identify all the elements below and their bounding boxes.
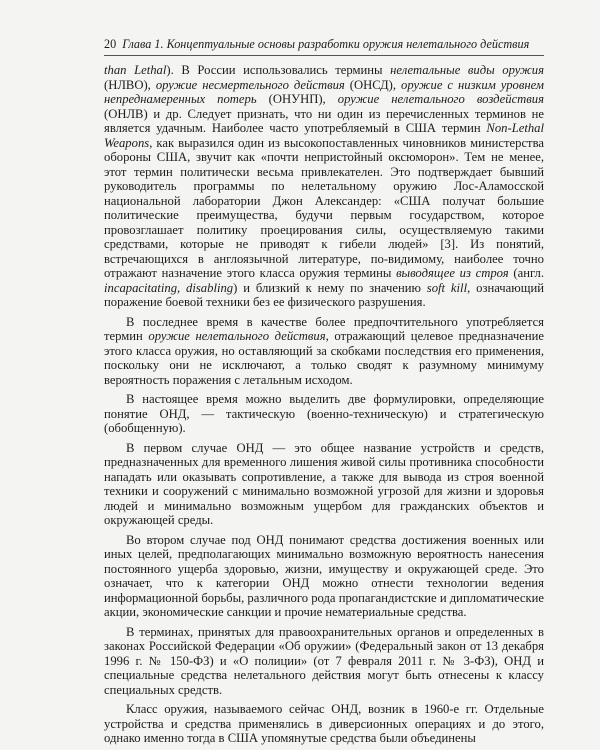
italic-term: выводящее из строя (396, 266, 509, 280)
chapter-title: Глава 1. Концептуальные основы разработки оружия нелетального действия (122, 37, 530, 51)
paragraph (104, 441, 544, 528)
body-text (104, 63, 544, 746)
italic-term: оружие нелетального воздействия (337, 92, 544, 106)
text-run: (ОНУНП), (256, 92, 338, 106)
paragraph (104, 315, 544, 388)
italic-term: Non-Lethal Weapons (104, 121, 544, 150)
italic-term: soft kill (426, 280, 468, 295)
running-header (104, 36, 544, 56)
paragraph (104, 533, 544, 620)
italic-term: оружие несмертельного действия (155, 77, 345, 92)
text-run: , как выразился один из высокопоставленных чиновников министерства обороны США, звучит как «почти непристойный оксюморон». Тем не менее, этот термин политически весьма привлекателен. Это подтверждает бывший руководитель программы по нелетальному оружию Лос-Аламосской национальной лаборатории Джон Александер: «США получат большие политические преимущества, будучи первым государством, которое провозглашает политику проецирования силы, осуществляемую такими средствами, которые не приводят к гибели людей» [3]. Из понятий, встречающихся в англоязычной литературе, по-видимому, наиболее точно отражают назначение этого класса оружия термины (104, 135, 544, 280)
paragraph (104, 392, 544, 436)
text-run: (ОНЛВ) и др. Следует признать, что ни один из перечисленных терминов не является удачным. Наиболее часто употребляемый в США термин (104, 106, 544, 135)
text-run: (англ. (508, 266, 544, 280)
text-run: , означающий поражение боевой техники без ее физического разрушения. (104, 280, 544, 309)
text-run: В последнее время в качестве более предпочтительного употребляется термин (104, 314, 544, 343)
text-run: В настоящее время можно выделить две формулировки, определяющие понятие ОНД, — тактическую (военно-техническую) и стратегическую (обобщенную). (104, 392, 544, 435)
text-run: , отражающий целевое предназначение этого класса оружия, но оставляющий за скобками последствия его применения, поскольку они не исключают, а только сводят к разумному минимуму вероятность поражения с летальным исходом. (104, 329, 544, 387)
text-run: (ОНСД), (344, 77, 401, 92)
paragraph (104, 625, 544, 698)
text-run: В первом случае ОНД — это общее название устройств и средств, предназначенных для временного лишения живой силы противника способности нападать или оказывать сопротивление, а также для вывода из строя военной техники и сооружений с минимально возможной угрозой для жизни и здоровья людей и минимально возможным ущербом для гражданских объектов и окружающей среды. (104, 440, 544, 527)
text-run: (НЛВО), (104, 77, 156, 92)
italic-term: than Lethal (104, 63, 167, 77)
text-run: Класс оружия, называемого сейчас ОНД, возник в 1960-е гг. Отдельные устройства и средства применялись в диверсионных операциях и до этого, однако именно тогда в США упомянутые средства были объединены (104, 702, 544, 745)
text-run: Во втором случае под ОНД понимают средства достижения военных или иных целей, предполагающих минимально возможную вероятность нанесения постоянного ущерба здоровью, жизни, имуществу и окружающей среде. Это означает, что к категории ОНД можно отнести технологии ведения информационной борьбы, различного рода пропагандистские и дипломатические акции, экономические санкции и прочие нематериальные средства. (104, 532, 544, 619)
text-run: ). В России использовались термины (166, 63, 391, 77)
italic-term: оружие с низким уровнем непреднамеренных потерь (104, 77, 544, 106)
italic-term: оружие нелетального действия (148, 329, 326, 343)
paragraph (104, 702, 544, 746)
paragraph (104, 63, 544, 310)
text-run: ) и близкий к нему по значению (233, 280, 427, 295)
italic-term: incapacitating, disabling (104, 280, 234, 295)
text-run: В терминах, принятых для правоохранительных органов и определенных в законах Российской Федерации «Об оружии» (Федеральный закон от 13 декабря 1996 г. № 150-ФЗ) и «О полиции» (от 7 февраля 2011 г. № 3-ФЗ), ОНД и специальные средства нелетального действия могут быть отнесены к классу специальных средств. (104, 624, 544, 697)
page-number: 20 (104, 37, 117, 51)
italic-term: нелетальные виды оружия (390, 63, 544, 77)
